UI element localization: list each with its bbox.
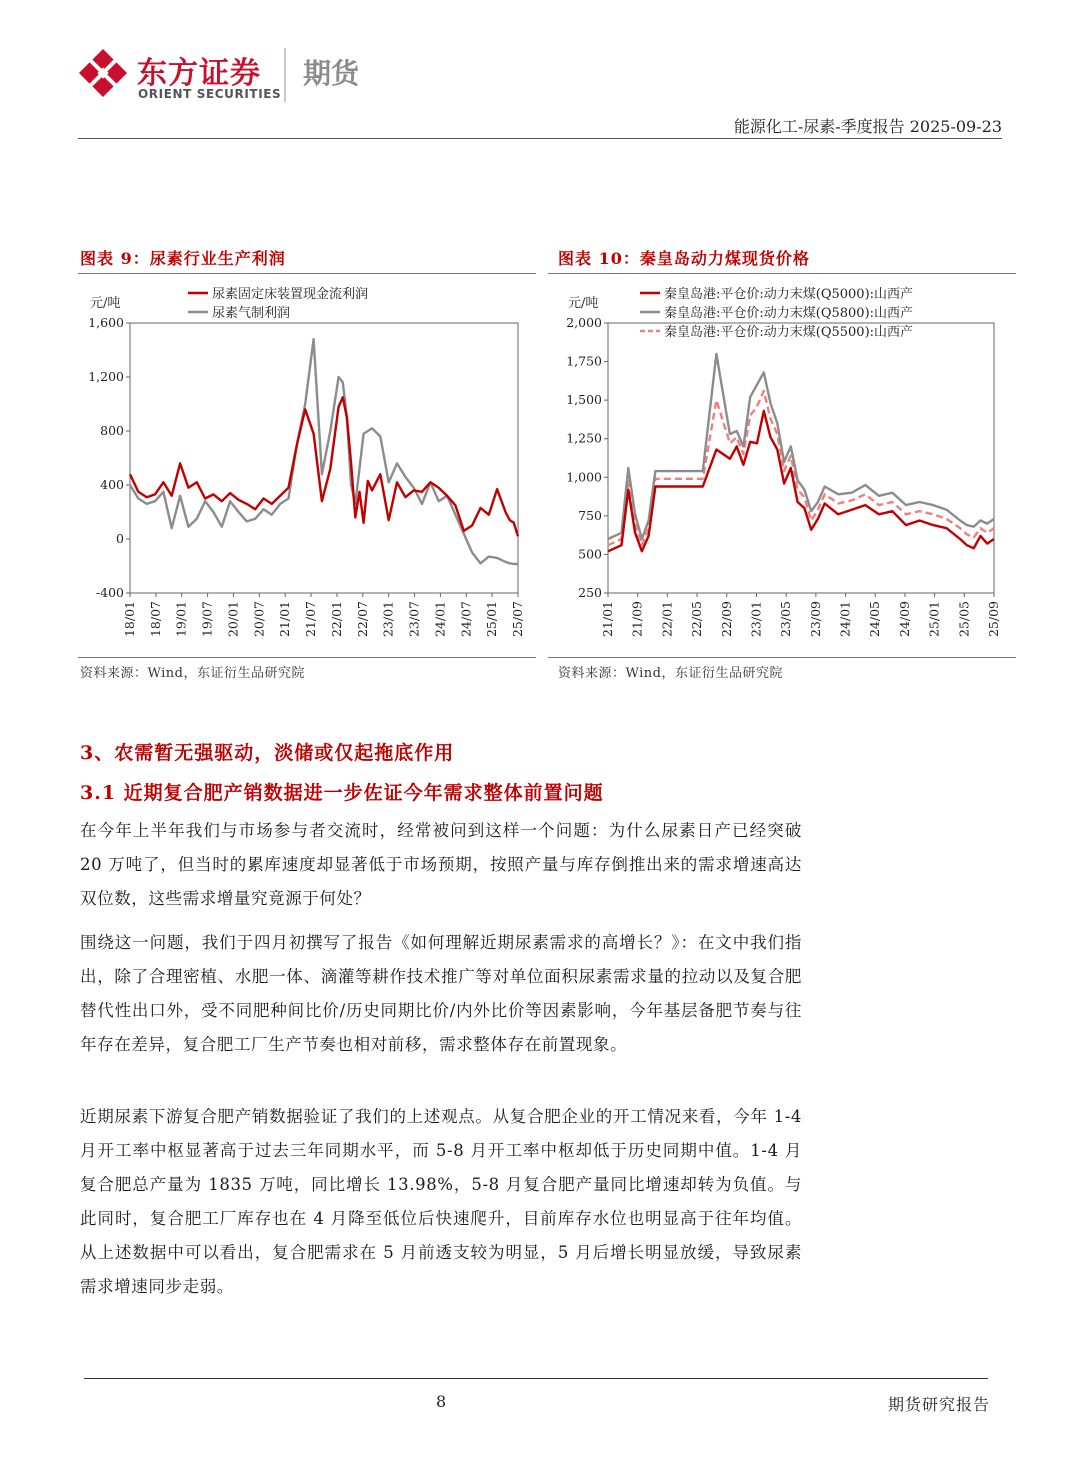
series-line <box>608 411 994 551</box>
brand-divider <box>284 48 286 102</box>
footer-rule <box>84 1378 988 1379</box>
x-tick-label: 24/01 <box>837 601 853 638</box>
x-tick-label: 24/09 <box>896 601 912 638</box>
x-tick-label: 20/07 <box>251 601 267 638</box>
paragraph-1: 在今年上半年我们与市场参与者交流时，经常被问到这样一个问题：为什么尿素日产已经突破 20 万吨了，但当时的累库速度却显著低于市场预期，按照产量与库存倒推出来的需求增速高达双位数，这些需求增量究竟源于何处？ <box>80 821 802 908</box>
x-tick-label: 25/01 <box>484 601 500 638</box>
x-tick-label: 25/09 <box>986 601 1001 638</box>
legend-label: 尿素气制利润 <box>212 306 291 321</box>
chart-right-coal-price <box>548 276 1016 656</box>
y-tick-label: 1,600 <box>88 315 124 330</box>
y-tick-label: 400 <box>100 477 124 492</box>
subsection-heading: 3.1 近期复合肥产销数据进一步佐证今年需求整体前置问题 <box>80 782 604 804</box>
x-tick-label: 23/01 <box>380 601 396 638</box>
chart-left-source: 资料来源：Wind，东证衍生品研究院 <box>80 666 305 681</box>
brand-subtitle: 期货 <box>303 57 360 90</box>
paragraph-2: 围绕这一问题，我们于四月初撰写了报告《如何理解近期尿素需求的高增长？》：在文中我们指出，除了合理密植、水肥一体、滴灌等耕作技术推广等对单位面积尿素需求量的拉动以及复合肥替代性出口外，受不同肥种间比价/历史同期比价/内外比价等因素影响，今年基层备肥节奏与往年存在差异，复合肥工厂生产节奏也相对前移，需求整体存在前置现象。 <box>80 933 802 1054</box>
series-line <box>608 391 994 545</box>
y-tick-label: 1,000 <box>566 469 602 485</box>
chart-right-bottom-rule <box>548 657 1016 658</box>
legend-label: 尿素固定床装置现金流利润 <box>212 287 369 302</box>
x-tick-label: 22/05 <box>689 601 705 638</box>
x-tick-label: 21/01 <box>600 601 615 638</box>
chart-left-bottom-rule <box>78 657 536 658</box>
series-line <box>130 339 518 564</box>
report-meta: 能源化工-尿素-季度报告 2025-09-23 <box>733 117 1002 136</box>
x-tick-label: 25/07 <box>510 601 525 638</box>
x-tick-label: 21/09 <box>629 601 645 638</box>
y-tick-label: 1,200 <box>88 369 124 384</box>
y-tick-label: -400 <box>95 585 124 600</box>
x-tick-label: 23/09 <box>807 601 823 638</box>
chart-left-top-rule <box>78 273 536 274</box>
y-tick-label: 750 <box>578 507 602 523</box>
x-tick-label: 24/07 <box>458 601 474 638</box>
x-tick-label: 19/01 <box>173 601 189 638</box>
x-tick-label: 21/01 <box>277 601 293 638</box>
x-tick-label: 25/01 <box>926 601 942 638</box>
x-tick-label: 19/07 <box>199 601 215 638</box>
x-tick-label: 22/07 <box>354 601 370 638</box>
x-tick-label: 21/07 <box>303 601 319 638</box>
x-tick-label: 22/01 <box>659 601 675 638</box>
header-rule <box>78 138 1002 139</box>
legend-label: 秦皇岛港:平仓价:动力末煤(Q5800):山西产 <box>664 306 914 321</box>
chart-right-source: 资料来源：Wind，东证衍生品研究院 <box>558 666 783 681</box>
legend-label: 秦皇岛港:平仓价:动力末煤(Q5500):山西产 <box>664 325 914 340</box>
brand-name-en: ORIENT SECURITIES <box>138 87 282 101</box>
x-tick-label: 25/05 <box>956 601 972 638</box>
y-tick-label: 0 <box>116 531 124 546</box>
chart-left-title: 图表 9：尿素行业生产利润 <box>80 249 286 268</box>
chart-right-top-rule <box>548 273 1016 274</box>
x-tick-label: 18/01 <box>122 601 137 638</box>
y-unit-label: 元/吨 <box>90 296 121 311</box>
plot-frame <box>608 323 994 593</box>
x-tick-label: 22/09 <box>718 601 734 638</box>
y-unit-label: 元/吨 <box>568 296 599 311</box>
x-tick-label: 23/07 <box>406 601 422 638</box>
y-tick-label: 250 <box>578 585 602 600</box>
chart-left-profit <box>78 276 536 656</box>
y-tick-label: 2,000 <box>566 315 602 330</box>
x-tick-label: 22/01 <box>328 601 344 638</box>
x-tick-label: 20/01 <box>225 601 241 638</box>
chart-right-title: 图表 10：秦皇岛动力煤现货价格 <box>558 249 810 268</box>
page-number: 8 <box>436 1392 447 1411</box>
y-tick-label: 800 <box>100 423 124 438</box>
x-tick-label: 24/01 <box>432 601 448 638</box>
section-heading: 3、农需暂无强驱动，淡储或仅起拖底作用 <box>80 742 455 764</box>
footer-label: 期货研究报告 <box>887 1395 990 1414</box>
y-tick-label: 1,250 <box>566 430 602 446</box>
x-tick-label: 24/05 <box>867 601 883 638</box>
y-tick-label: 1,750 <box>566 353 602 369</box>
paragraph-3: 近期尿素下游复合肥产销数据验证了我们的上述观点。从复合肥企业的开工情况来看，今年 1-4 月开工率中枢显著高于过去三年同期水平，而 5-8 月开工率中枢却低于历史同期中值。1-4 月复合肥总产量为 1835 万吨，同比增长 13.98%，5-8 月复合肥产量同比增速却转为负值。与此同时，复合肥工厂库存也在 4 月降至低位后快速爬升，目前库存水位也明显高于往年均值。从上述数据中可以看出，复合肥需求在 5 月前透支较为明显，5 月后增长明显放缓，导致尿素需求增速同步走弱。 <box>80 1107 802 1296</box>
x-tick-label: 18/07 <box>147 601 163 638</box>
brand-name-cn: 东方证券 <box>137 56 261 91</box>
series-line <box>608 354 994 539</box>
orient-securities-logo-icon <box>76 46 130 100</box>
legend-label: 秦皇岛港:平仓价:动力末煤(Q5000):山西产 <box>664 287 914 302</box>
y-tick-label: 500 <box>578 546 602 562</box>
y-tick-label: 1,500 <box>566 392 602 408</box>
x-tick-label: 23/01 <box>748 601 764 638</box>
x-tick-label: 23/05 <box>778 601 794 638</box>
